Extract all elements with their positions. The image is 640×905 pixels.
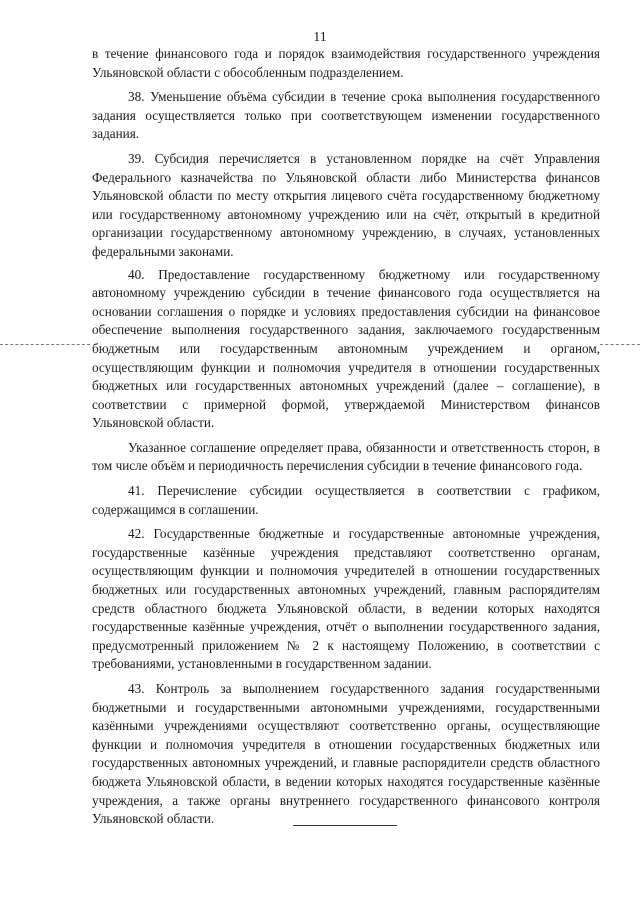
paragraph-38: 38. Уменьшение объёма субсидии в течение срока выполнения государственного задания осуществляется только при соответствующем изменении государственного задания. bbox=[92, 89, 600, 142]
paragraph-41: 41. Перечисление субсидии осуществляется в соответствии с графиком, содержащимся в соглашении. bbox=[92, 483, 600, 517]
scan-artifact-line-right bbox=[600, 344, 640, 345]
paragraph-43: 43. Контроль за выполнением государственного задания государственными бюджетными и государственными автономными учреждениями, государственными казёнными учреждениями осуществляют соответственно органы, осуществляющие функции и полномочия учредителя в отношении государственных бюджетных или государственных автономных учреждений, и главные распорядители средств областного бюджета Ульяновской области, в ведении которых находятся государственные казённые учреждения, а также органы внутреннего государственного финансового контроля Ульяновской области. bbox=[92, 681, 600, 827]
paragraph-39: 39. Субсидия перечисляется в установленном порядке на счёт Управления Федерального казначейства по Ульяновской области либо Министерства финансов Ульяновской области по месту открытия лицевого счёта государственному бюджетному или государственному автономному учреждению или на счёт, открытый в кредитной организации государственному автономному учреждению, в случаях, установленных федеральными законами. bbox=[92, 150, 600, 259]
paragraph-continuation: в течение финансового года и порядок взаимодействия государственного учреждения Ульяновской области с обособленным подразделением. bbox=[92, 46, 600, 80]
paragraph-42: 42. Государственные бюджетные и государственные автономные учреждения, государственные казённые учреждения представляют соответственно органам, осуществляющим функции и полномочия учредителей в отношении государственных бюджетных или государственных автономных учреждений, главным распорядителям средств областного бюджета Ульяновской области, в ведении которых находятся государственные казённые учреждения, отчёт о выполнении государственного задания, предусмотренный приложением № 2 к настоящему Положению, в соответствии с требованиями, установленными в государственном задании. bbox=[92, 526, 600, 672]
page-number: 11 bbox=[313, 30, 327, 45]
closing-rule bbox=[293, 825, 397, 826]
document-body bbox=[92, 45, 600, 829]
paragraph-agreement: Указанное соглашение определяет права, обязанности и ответственность сторон, в том числе объём и периодичность перечисления субсидии в течение финансового года. bbox=[92, 439, 600, 474]
paragraph-40: 40. Предоставление государственному бюджетному или государственному автономному учреждению субсидии в течение финансового года осуществляется на основании соглашения о порядке и условиях предоставления субсидии на финансовое обеспечение выполнения государственного задания, заключаемого государственным бюджетным или государственным автономным учреждением и органом, осуществляющим функции и полномочия учредителя в отношении государственных бюджетных или государственных автономных учреждений (далее – соглашение), в соответствии с примерной формой, утверждаемой Министерством финансов Ульяновской области. bbox=[92, 266, 600, 431]
scan-artifact-line-left bbox=[0, 344, 90, 345]
